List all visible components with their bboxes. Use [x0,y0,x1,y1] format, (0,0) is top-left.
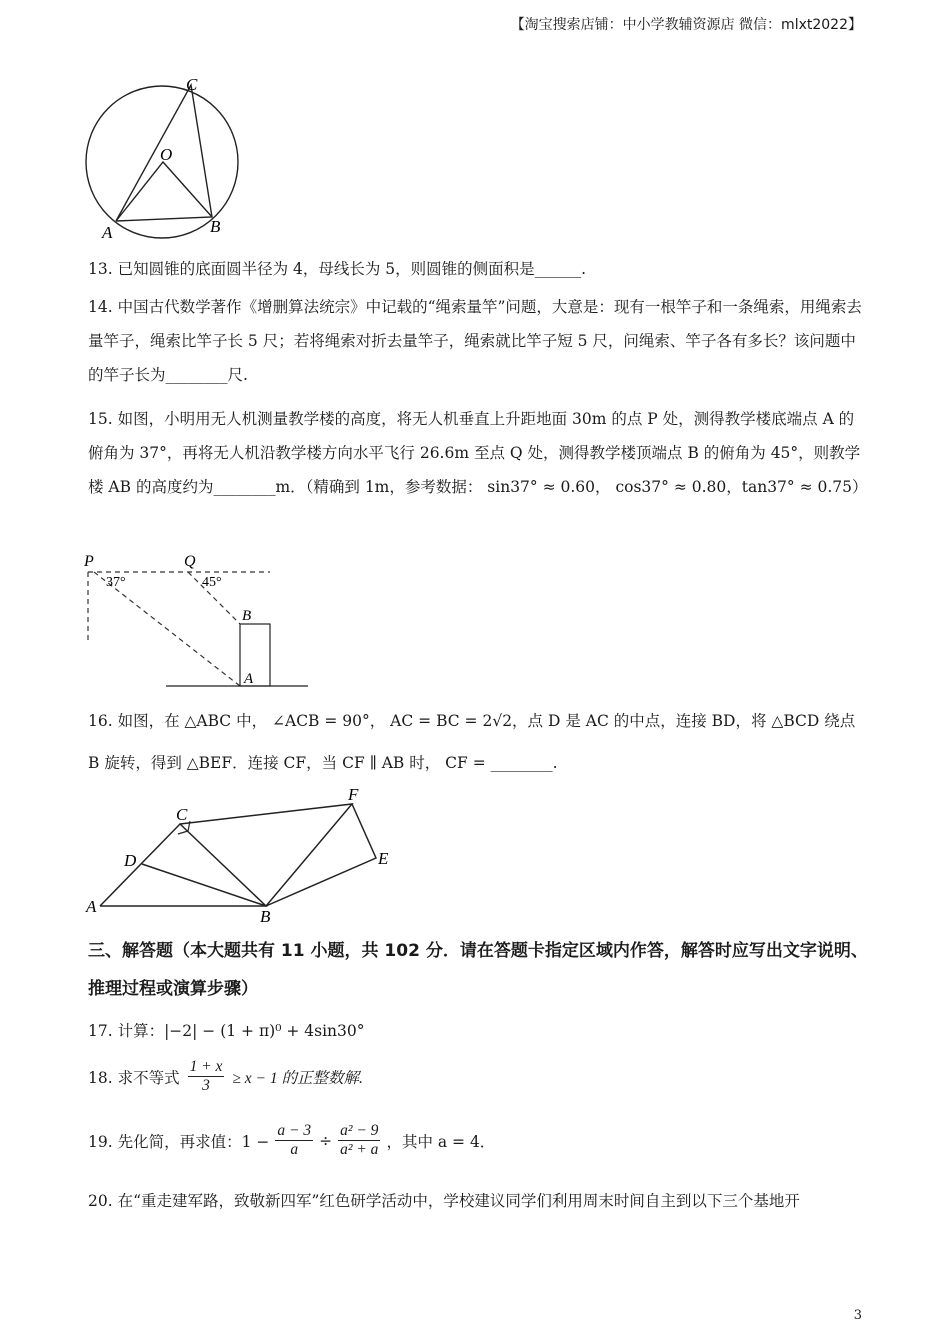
q18-prefix: 18. 求不等式 [88,1068,180,1087]
label-a: A [102,223,113,242]
page-header: 【淘宝搜索店铺：中小学教辅资源店 微信：mlxt2022】 [510,17,862,33]
label-q: Q [184,553,196,570]
question-19 [88,1122,868,1159]
page-number: 3 [853,1308,862,1323]
label-a: A [244,671,254,687]
question-18 [88,1058,868,1095]
question-16-line1: 16. 如图，在 △ABC 中， ∠ACB = 90°， AC = BC = 2√2，点 D 是 AC 的中点，连接 BD，将 △BCD 绕点 [88,712,856,730]
q19-fraction-2 [338,1122,380,1159]
label-b: B [260,907,271,926]
angle-37: 37° [106,575,126,590]
rotation-figure [80,782,410,927]
question-17: 17. 计算：|−2| − (1 + π)⁰ + 4sin30° [88,1022,365,1040]
section-3-heading: 三、解答题（本大题共有 11 小题，共 102 分．请在答题卡指定区域内作答，解答时应写出文字说明、推理过程或演算步骤） [88,941,868,999]
label-b: B [210,217,221,236]
label-e: E [378,849,389,868]
segment-bd [142,864,266,906]
drone-figure [80,548,320,698]
question-13: 13. 已知圆锥的底面圆半径为 4，母线长为 5，则圆锥的侧面积是______. [88,260,587,278]
q19-f2-numerator: a² − 9 [340,1122,379,1139]
label-b: B [242,608,252,624]
label-c: C [176,805,188,824]
q18-denominator: 3 [202,1077,210,1094]
q19-fraction-1 [275,1122,313,1159]
q19-f1-numerator: a − 3 [277,1122,312,1139]
radii-oa-ob [116,162,212,221]
label-p: P [84,553,94,570]
q19-f2-denominator: a² + a [340,1141,379,1158]
triangle-bef [266,804,376,906]
segment-cf-bf [180,804,352,906]
q18-fraction [188,1058,225,1095]
q19-divide: ÷ [319,1131,333,1150]
circle-figure [80,72,250,244]
label-f: F [348,785,359,804]
question-16-line2: B 旋转，得到 △BEF．连接 CF，当 CF ∥ AB 时， CF = ________. [88,754,558,772]
question-14: 14. 中国古代数学著作《增删算法统宗》中记载的“绳索量竿”问题，大意是：现有一根竿子和一条绳索，用绳索去量竿子，绳索比竿子长 5 尺；若将绳索对折去量竿子，绳索就比竿子短 5 尺，问绳索、竿子各有多长？该问题中的竿子长为________尺. [88,298,862,384]
q18-suffix: ≥ x − 1 的正整数解. [232,1069,363,1087]
label-d: D [124,851,137,870]
q18-numerator: 1 + x [189,1058,223,1075]
question-20: 20. 在“重走建军路，致敬新四军”红色研学活动中，学校建议同学们利用周末时间自主到以下三个基地开 [88,1192,800,1210]
q19-suffix: ，其中 a = 4． [386,1132,496,1151]
label-c: C [186,75,198,94]
angle-45: 45° [202,575,222,590]
question-15: 15. 如图，小明用无人机测量教学楼的高度，将无人机垂直上升距地面 30m 的点 P 处，测得教学楼底端点 A 的俯角为 37°，再将无人机沿教学楼方向水平飞行 26.6m 至点 Q 处，测得教学楼顶端点 B 的俯角为 45°，则教学楼 AB 的高度约为________m．（精确到 1m，参考数据： sin37° ≈ 0.60， cos37° ≈ 0.80，tan37° ≈ 0.75） [88,410,868,496]
q19-f1-denominator: a [290,1141,299,1158]
label-a: A [86,897,97,916]
label-o: O [160,145,173,164]
q19-prefix: 19. 先化简，再求值：1 − [88,1132,270,1151]
